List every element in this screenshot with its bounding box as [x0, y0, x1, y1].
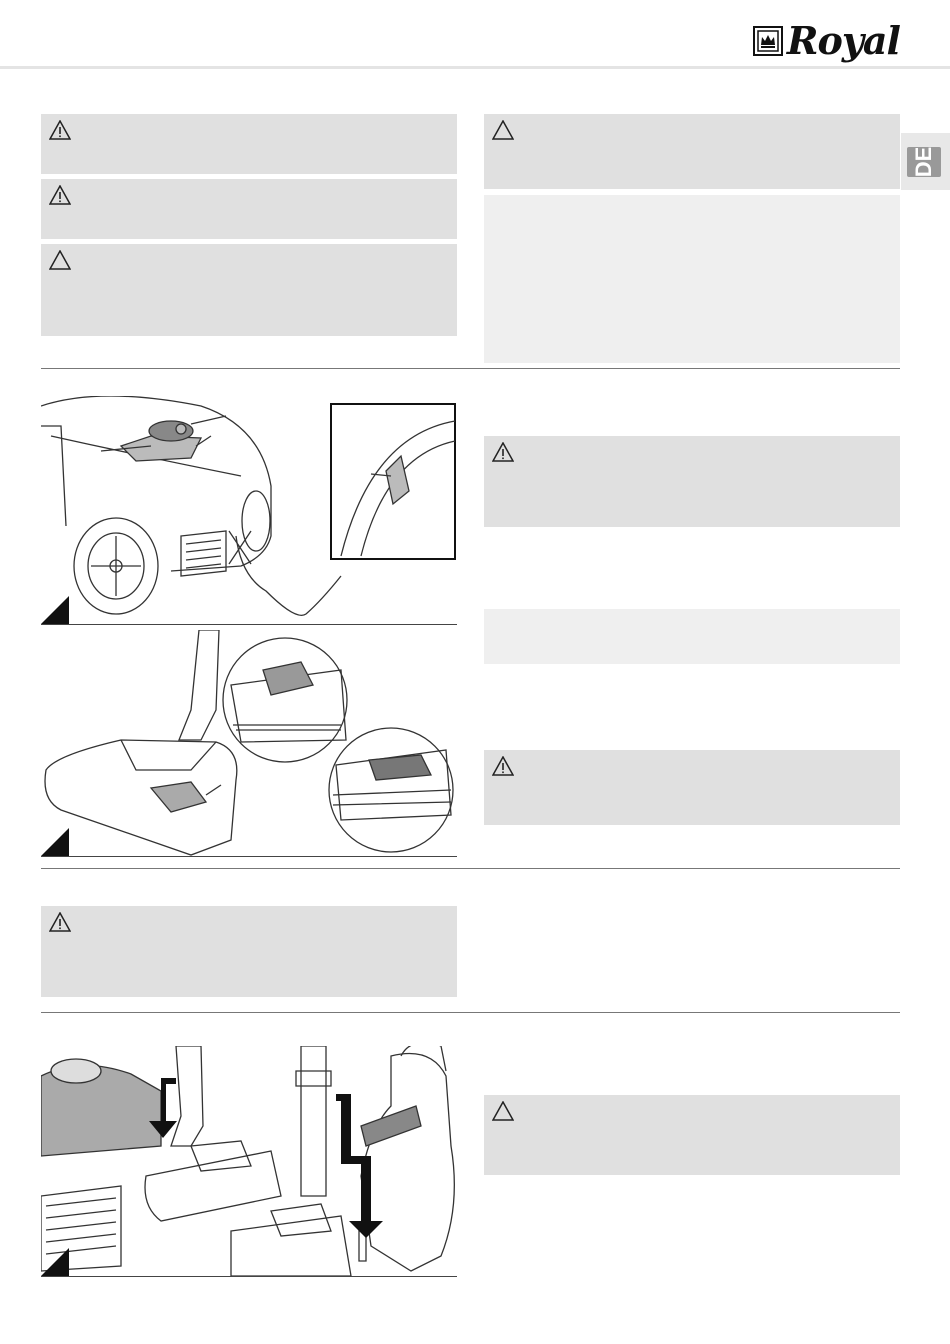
- figure-rule-2: [41, 856, 457, 857]
- language-code: DE: [907, 147, 941, 177]
- crown-icon: [753, 26, 783, 56]
- warning-triangle-icon: [49, 912, 71, 932]
- brand-name: Royal: [786, 18, 900, 63]
- figure-floor-nozzle: [41, 630, 457, 856]
- figure-rule-1: [41, 624, 457, 625]
- figure-marker: [41, 596, 69, 624]
- warning-triangle-icon: [492, 756, 514, 776]
- info-box-2: [484, 609, 900, 664]
- language-tab: [901, 133, 950, 190]
- caution-box-1: [41, 244, 457, 336]
- figure-vacuum-cable: [41, 396, 457, 624]
- warning-triangle-icon: [49, 120, 71, 140]
- caution-triangle-icon: [49, 250, 71, 270]
- caution-box-2: [484, 114, 900, 189]
- section-divider-1: [41, 368, 900, 369]
- figure-parking-position: [41, 1046, 457, 1276]
- warning-box-1: [41, 114, 457, 174]
- warning-triangle-icon: [492, 442, 514, 462]
- warning-box-2: [41, 179, 457, 239]
- header-divider: [0, 66, 950, 69]
- caution-triangle-icon: [492, 120, 514, 140]
- figure-rule-3: [41, 1276, 457, 1277]
- caution-box-3: [484, 1095, 900, 1175]
- caution-triangle-icon: [492, 1101, 514, 1121]
- warning-triangle-icon: [49, 185, 71, 205]
- warning-box-5: [41, 906, 457, 997]
- warning-box-3: [484, 436, 900, 527]
- brand-logo: [753, 18, 900, 63]
- info-box-1: [484, 195, 900, 363]
- figure-marker: [41, 1248, 69, 1276]
- section-divider-3: [41, 1012, 900, 1013]
- section-divider-2: [41, 868, 900, 869]
- figure-marker: [41, 828, 69, 856]
- warning-box-4: [484, 750, 900, 825]
